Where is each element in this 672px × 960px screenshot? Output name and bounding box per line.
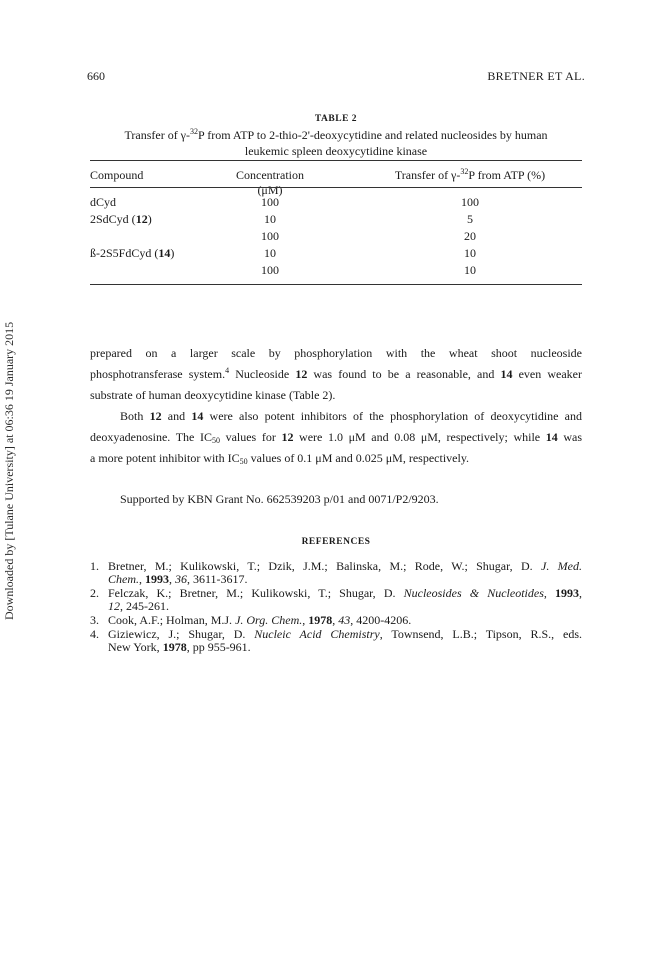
table-row-concentration: 100 xyxy=(261,195,279,209)
page-number: 660 xyxy=(87,69,105,83)
table-row-concentration: 100 xyxy=(261,263,279,277)
table-caption-line-1: Transfer of γ-$^{32}$P from ATP to 2-thio-2'-deoxycytidine and related nucleosides by human xyxy=(124,127,548,142)
table-header-rule xyxy=(90,187,582,188)
body-line: prepared on a larger scale by phosphorylation with the wheat shoot nucleoside xyxy=(90,346,582,360)
funding-statement: Supported by KBN Grant No. 662539203 p/01 and 0071/P2/9203. xyxy=(120,492,439,506)
references-title: REFERENCES xyxy=(301,537,371,547)
table-row-compound: 2SdCyd (12) xyxy=(90,212,152,226)
table-row-transfer: 10 xyxy=(464,246,476,260)
download-watermark: Downloaded by [Tulane University] at 06:36 19 January 2015 xyxy=(2,321,16,620)
body-line: Both 12 and 14 were also potent inhibitors of the phosphorylation of deoxycytidine and xyxy=(120,409,583,423)
col-header-transfer: Transfer of γ-$^{32}$P from ATP (%) xyxy=(394,167,546,182)
body-line: phosphotransferase system.$^4$ Nucleoside 12 was found to be a reasonable, and 14 even weaker xyxy=(90,366,583,381)
table-row-concentration: 10 xyxy=(264,212,276,226)
reference-item: 4. Giziewicz, J.; Shugar, D. Nucleic Acid Chemistry, Townsend, L.B.; Tipson, R.S., eds. New York, 1978, pp 955-961. xyxy=(90,627,582,654)
table-row-compound: ß-2S5FdCyd (14) xyxy=(90,246,175,260)
body-paragraph-2 xyxy=(90,406,582,469)
body-line: a more potent inhibitor with $IC_{50}$ values of 0.1 μM and 0.025 μM, respectively. xyxy=(90,451,470,466)
body-line: substrate of human deoxycytidine kinase (Table 2). xyxy=(90,388,336,402)
table-caption xyxy=(90,127,582,159)
body-paragraph-1 xyxy=(90,343,582,406)
reference-item: 2. Felczak, K.; Bretner, M.; Kulikowski, T.; Shugar, D. Nucleosides & Nucleotides, 1993, 12, 245-261. xyxy=(90,586,583,613)
reference-item: 1. Bretner, M.; Kulikowski, T.; Dzik, J.M.; Balinska, M.; Rode, W.; Shugar, D. J. Med. Chem., 1993, 36, 3611-3617. xyxy=(90,559,582,586)
table-bottom-rule xyxy=(90,284,582,285)
table-title: TABLE 2 xyxy=(314,114,358,124)
col-header-compound: Compound xyxy=(90,168,144,182)
body-line: deoxyadenosine. The $IC_{50}$ values for 12 were 1.0 μM and 0.08 μM, respectively; while 14 was xyxy=(90,430,582,445)
table-row-concentration: 100 xyxy=(261,229,279,243)
table-row-transfer: 5 xyxy=(467,212,473,226)
table-row-concentration: 10 xyxy=(264,246,276,260)
reference-item: 3. Cook, A.F.; Holman, M.J. J. Org. Chem., 1978, 43, 4200-4206. xyxy=(90,613,412,627)
col-header-concentration: Concentration (μM) xyxy=(236,168,304,197)
table-row-transfer: 100 xyxy=(461,195,479,209)
table-top-rule xyxy=(90,160,582,161)
table-row-compound: dCyd xyxy=(90,195,117,209)
table-row-transfer: 20 xyxy=(464,229,476,243)
running-head-authors: BRETNER ET AL. xyxy=(487,69,585,83)
table-caption-line-2: leukemic spleen deoxycytidine kinase xyxy=(244,144,428,158)
table-row-transfer: 10 xyxy=(464,263,476,277)
